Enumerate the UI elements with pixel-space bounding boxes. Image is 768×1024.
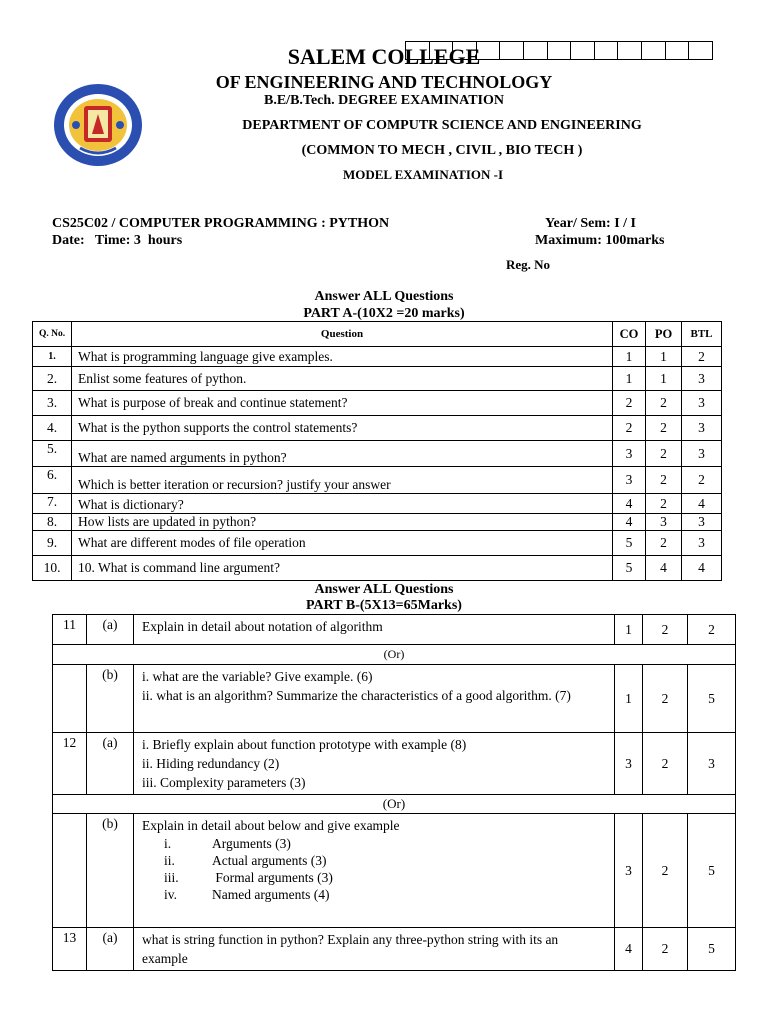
co-value: 2	[613, 391, 646, 416]
question-part: (b)	[87, 665, 134, 733]
department: DEPARTMENT OF COMPUTR SCIENCE AND ENGINEERING	[242, 118, 642, 133]
question-number: 6.	[33, 467, 72, 494]
sub-question-text: Named arguments (4)	[212, 887, 330, 902]
question-line: i. what are the variable? Give example. (6)	[142, 669, 373, 684]
po-value: 3	[646, 514, 682, 531]
course-title: CS25C02 / COMPUTER PROGRAMMING : PYTHON	[52, 216, 390, 231]
question-text: Explain in detail about notation of algorithm	[134, 615, 615, 645]
question-text: What is dictionary?	[72, 494, 613, 514]
question-number: 9.	[33, 531, 72, 556]
co-value: 4	[613, 514, 646, 531]
question-text: What are named arguments in python?	[72, 441, 613, 467]
or-label: (Or)	[53, 795, 736, 814]
col-header-po: PO	[646, 322, 682, 347]
part-b-instruction: Answer ALL Questions	[314, 582, 454, 597]
or-row	[53, 645, 736, 665]
sub-question-list	[142, 835, 606, 903]
question-part: (a)	[87, 733, 134, 795]
btl-value: 4	[682, 556, 722, 581]
question-text: what is string function in python? Explain any three-python string with its an example	[134, 928, 615, 971]
part-b-table	[52, 614, 736, 971]
question-number: 7.	[33, 494, 72, 514]
co-value: 1	[615, 665, 643, 733]
common-to: (COMMON TO MECH , CIVIL , BIO TECH )	[301, 143, 583, 158]
question-number: 12	[53, 733, 87, 795]
btl-value: 3	[682, 441, 722, 467]
college-name: SALEM COLLEGE	[287, 44, 481, 69]
question-number: 13	[53, 928, 87, 971]
table-row	[53, 615, 736, 645]
question-part: (b)	[87, 814, 134, 928]
model-exam: MODEL EXAMINATION -I	[342, 167, 504, 182]
question-text	[134, 733, 615, 795]
table-row	[33, 531, 722, 556]
co-value: 4	[613, 494, 646, 514]
or-row	[53, 795, 736, 814]
question-line: Explain in detail about below and give example	[142, 818, 400, 833]
question-number: 3.	[33, 391, 72, 416]
po-value: 2	[646, 391, 682, 416]
question-text: Which is better iteration or recursion? justify your answer	[72, 467, 613, 494]
table-row	[53, 733, 736, 795]
roman-numeral: iii.	[164, 870, 179, 885]
po-value: 2	[646, 441, 682, 467]
po-value: 2	[643, 928, 688, 971]
year-sem: Year/ Sem: I / I	[545, 216, 636, 231]
table-row	[53, 928, 736, 971]
co-value: 3	[613, 467, 646, 494]
question-number: 4.	[33, 416, 72, 441]
question-line: i. Briefly explain about function prototype with example (8)	[142, 737, 467, 752]
co-value: 1	[615, 615, 643, 645]
exam-type: B.E/B.Tech. DEGREE EXAMINATION	[264, 93, 504, 108]
roman-numeral: i.	[164, 836, 172, 851]
question-line: ii. Hiding redundancy (2)	[142, 756, 280, 771]
question-number: 10.	[33, 556, 72, 581]
question-text: How lists are updated in python?	[72, 514, 613, 531]
col-header-co: CO	[613, 322, 646, 347]
co-value: 4	[615, 928, 643, 971]
question-text: What is the python supports the control statements?	[72, 416, 613, 441]
part-b-title: PART B-(5X13=65Marks)	[306, 598, 462, 613]
po-value: 2	[646, 467, 682, 494]
btl-value: 5	[688, 928, 736, 971]
table-row	[33, 514, 722, 531]
btl-value: 3	[682, 391, 722, 416]
co-value: 1	[613, 347, 646, 367]
btl-value: 2	[682, 347, 722, 367]
question-number: 1.	[33, 347, 72, 367]
co-value: 5	[613, 556, 646, 581]
list-item	[142, 835, 606, 852]
table-row	[33, 347, 722, 367]
co-value: 3	[613, 441, 646, 467]
list-item	[142, 852, 606, 869]
table-row	[33, 391, 722, 416]
question-number	[53, 665, 87, 733]
btl-value: 5	[688, 665, 736, 733]
col-header-btl: BTL	[682, 322, 722, 347]
list-item	[142, 869, 606, 886]
btl-value: 3	[682, 531, 722, 556]
po-value: 1	[646, 347, 682, 367]
po-value: 2	[643, 665, 688, 733]
question-number: 8.	[33, 514, 72, 531]
roman-numeral: ii.	[164, 853, 175, 868]
btl-value: 3	[682, 367, 722, 391]
part-a-instruction: Answer ALL Questions	[314, 289, 454, 304]
question-part: (a)	[87, 928, 134, 971]
question-number	[53, 814, 87, 928]
sub-question-text: Formal arguments (3)	[212, 870, 333, 885]
po-value: 4	[646, 556, 682, 581]
co-value: 3	[615, 733, 643, 795]
question-part: (a)	[87, 615, 134, 645]
btl-value: 4	[682, 494, 722, 514]
po-value: 1	[646, 367, 682, 391]
table-row	[33, 441, 722, 467]
question-number: 11	[53, 615, 87, 645]
sub-question-text: Arguments (3)	[212, 836, 291, 851]
col-header-question: Question	[72, 322, 613, 347]
btl-value: 3	[682, 416, 722, 441]
btl-value: 3	[682, 514, 722, 531]
question-text: What are different modes of file operation	[72, 531, 613, 556]
co-value: 2	[613, 416, 646, 441]
question-text	[134, 665, 615, 733]
table-row	[33, 494, 722, 514]
co-value: 3	[615, 814, 643, 928]
question-text: 10. What is command line argument?	[72, 556, 613, 581]
table-row	[33, 556, 722, 581]
date-time: Date: Time: 3 hours	[52, 233, 183, 248]
list-item	[142, 886, 606, 903]
or-label: (Or)	[53, 645, 736, 665]
col-header-qno: Q. No.	[33, 322, 72, 347]
question-text: What is programming language give examples.	[72, 347, 613, 367]
table-row	[33, 467, 722, 494]
btl-value: 2	[688, 615, 736, 645]
po-value: 2	[646, 531, 682, 556]
max-marks: Maximum: 100marks	[535, 233, 665, 248]
btl-value: 5	[688, 814, 736, 928]
po-value: 2	[646, 416, 682, 441]
po-value: 2	[643, 814, 688, 928]
table-row	[53, 814, 736, 928]
table-row	[53, 665, 736, 733]
btl-value: 3	[688, 733, 736, 795]
co-value: 5	[613, 531, 646, 556]
table-header-row	[33, 322, 722, 347]
table-row	[33, 416, 722, 441]
part-a-table	[32, 321, 722, 581]
question-text	[134, 814, 615, 928]
roman-numeral: iv.	[164, 887, 177, 902]
question-line: iii. Complexity parameters (3)	[142, 775, 306, 790]
table-row	[33, 367, 722, 391]
po-value: 2	[643, 615, 688, 645]
question-line: ii. what is an algorithm? Summarize the characteristics of a good algorithm. (7)	[142, 688, 571, 703]
sub-question-text: Actual arguments (3)	[212, 853, 327, 868]
reg-no-label: Reg. No	[506, 257, 551, 272]
po-value: 2	[643, 733, 688, 795]
co-value: 1	[613, 367, 646, 391]
question-number: 2.	[33, 367, 72, 391]
question-text: Enlist some features of python.	[72, 367, 613, 391]
po-value: 2	[646, 494, 682, 514]
btl-value: 2	[682, 467, 722, 494]
part-a-title: PART A-(10X2 =20 marks)	[303, 306, 465, 321]
question-number: 5.	[33, 441, 72, 467]
question-text: What is purpose of break and continue statement?	[72, 391, 613, 416]
college-subtitle: OF ENGINEERING AND TECHNOLOGY	[215, 72, 553, 92]
